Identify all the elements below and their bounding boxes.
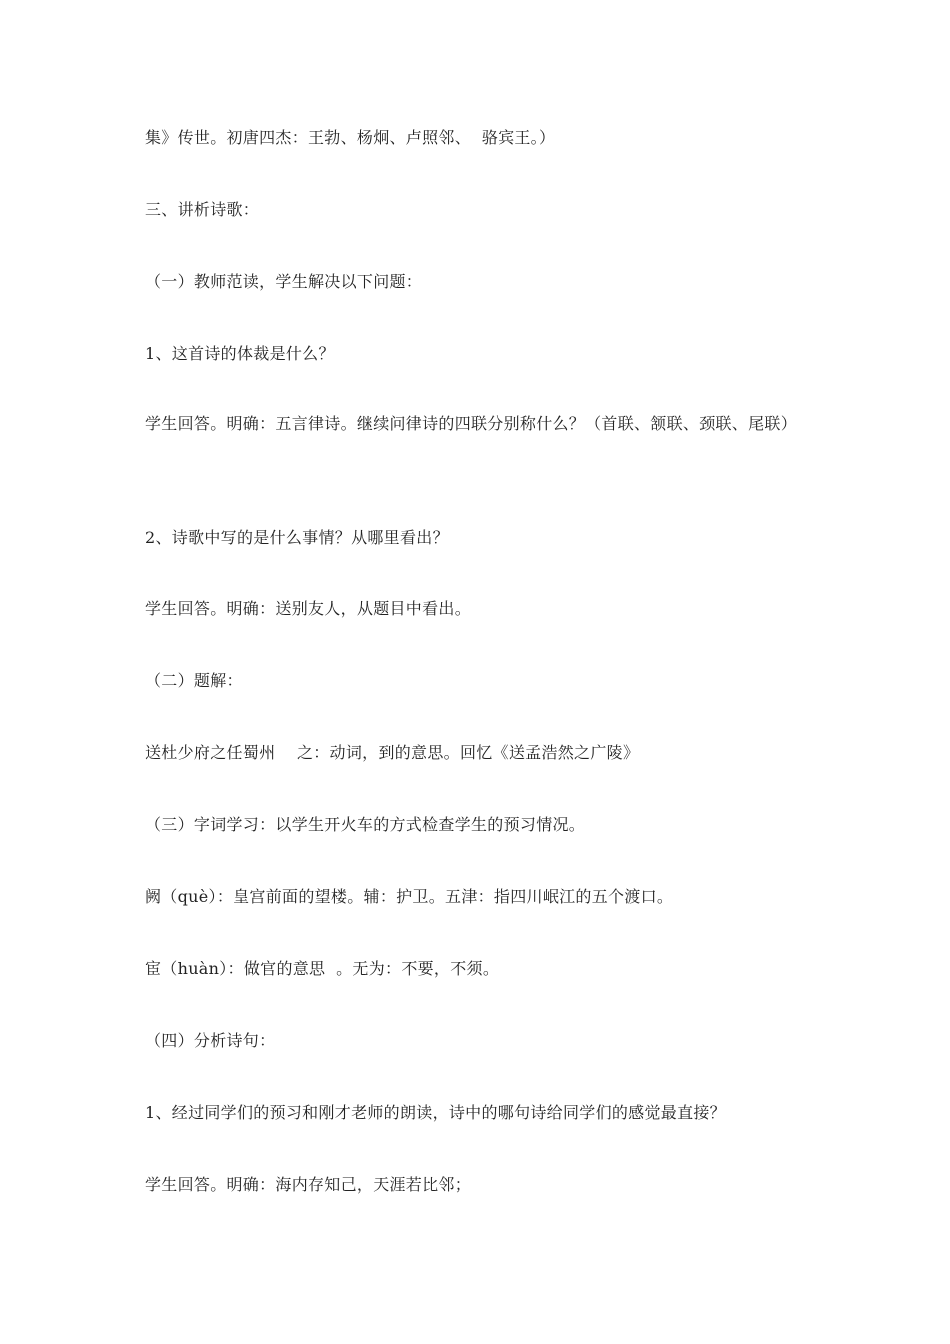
subsection-heading-one: （一）教师范读，学生解决以下问题： (145, 272, 423, 291)
vocab-line-two: 宦（huàn）：做官的意思 。无为：不要，不须。 (145, 959, 500, 978)
section-heading-three: 三、讲析诗歌： (145, 200, 260, 219)
question-one: 1、这首诗的体裁是什么？ (145, 344, 335, 363)
paragraph-intro-continuation: 集》传世。初唐四杰：王勃、杨炯、卢照邻、 骆宾王。） (145, 128, 556, 147)
answer-two: 学生回答。明确：送别友人，从题目中看出。 (145, 599, 472, 618)
subsection-heading-two: （二）题解： (145, 671, 243, 690)
title-explanation: 送杜少府之任蜀州 之：动词，到的意思。回忆《送孟浩然之广陵》 (145, 743, 640, 762)
question-two: 2、诗歌中写的是什么事情？从哪里看出？ (145, 528, 449, 547)
subsection-heading-four: （四）分析诗句： (145, 1031, 276, 1050)
answer-one: 学生回答。明确：五言律诗。继续问律诗的四联分别称什么？（首联、颔联、颈联、尾联） (145, 414, 798, 433)
analysis-question-one: 1、经过同学们的预习和刚才老师的朗读，诗中的哪句诗给同学们的感觉最直接？ (145, 1103, 726, 1122)
analysis-answer-one: 学生回答。明确：海内存知己，天涯若比邻； (145, 1175, 472, 1194)
subsection-heading-three: （三）字词学习：以学生开火车的方式检查学生的预习情况。 (145, 815, 586, 834)
vocab-line-one: 阙（què）：皇宫前面的望楼。辅：护卫。五津：指四川岷江的五个渡口。 (145, 887, 674, 906)
